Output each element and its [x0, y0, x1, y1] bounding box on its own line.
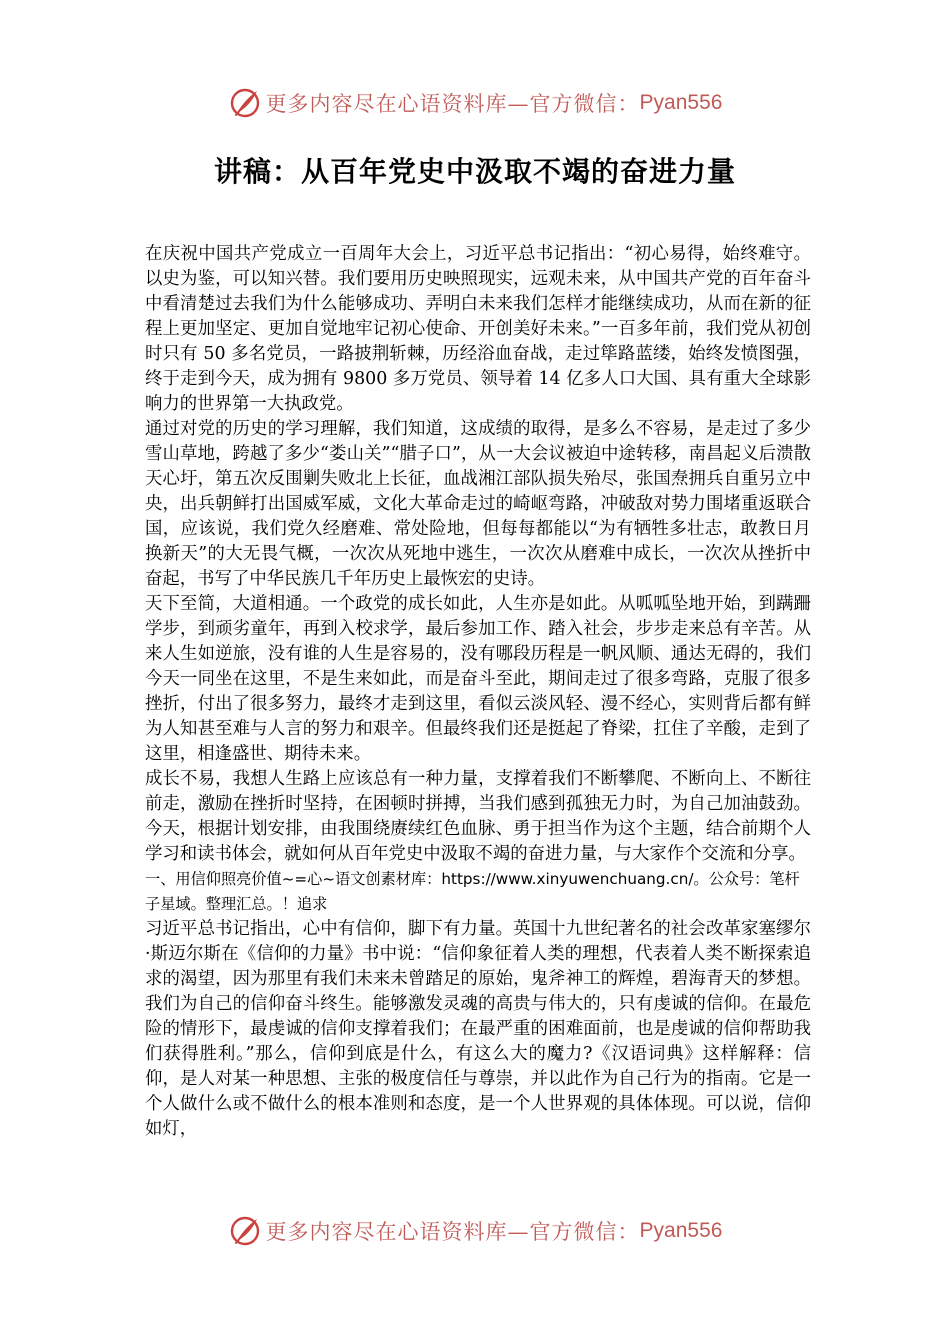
- footer-wechat-id: Pyan556: [639, 1219, 723, 1242]
- footer-banner: [0, 1208, 950, 1254]
- paragraph-3: 天下至简，大道相通。一个政党的成长如此，人生亦是如此。从呱呱坠地开始，到蹒跚学步，到顽劣童年，再到入校求学，最后参加工作、踏入社会，步步走来总有辛苦。从来人生如逆旅，没有谁的人生是容易的，没有哪段历程是一帆风顺、通达无碍的，我们今天一同坐在这里，不是生来如此，而是奋斗至此，期间走过了很多弯路，克服了很多挫折，付出了很多努力，最终才走到这里，看似云淡风轻、漫不经心，实则背后都有鲜为人知甚至难与人言的努力和艰辛。但最终我们还是挺起了脊梁，扛住了辛酸，走到了这里，相逢盛世、期待未来。: [145, 594, 811, 764]
- document-body: [145, 242, 811, 1142]
- section-heading: 一、用信仰照亮价值~=心~语文创素材库：https://www.xinyuwenchuang.cn/。公众号：笔杆子星域。整理汇总。！追求: [145, 870, 800, 913]
- header-banner: [0, 80, 950, 126]
- section-paragraph: 习近平总书记指出，心中有信仰，脚下有力量。英国十九世纪著名的社会改革家塞缪尔·斯迈尔斯在《信仰的力量》书中说：“信仰象征着人类的理想，代表着人类不断探索追求的渴望，因为那里有我们未来未曾踏足的原始，鬼斧神工的辉煌，碧海青天的梦想。我们为自己的信仰奋斗终生。能够激发灵魂的高贵与伟大的，只有虔诚的信仰。在最危险的情形下，最虔诚的信仰支撑着我们；在最严重的困难面前，也是虔诚的信仰帮助我们获得胜利。”那么，信仰到底是什么，有这么大的魔力?《汉语词典》这样解释：信仰，是人对某一种思想、主张的极度信任与尊崇，并以此作为自己行为的指南。它是一个人做什么或不做什么的根本准则和态度，是一个人世界观的具体体现。可以说，信仰如灯，: [145, 919, 811, 1139]
- header-wechat-id: Pyan556: [639, 91, 723, 114]
- footer-banner-text: 更多内容尽在心语资料库—官方微信：: [265, 1220, 640, 1244]
- document-title: 讲稿：从百年党史中汲取不竭的奋进力量: [213, 155, 736, 188]
- paragraph-1: 在庆祝中国共产党成立一百周年大会上，习近平总书记指出：“初心易得，始终难守。以史为鉴，可以知兴替。我们要用历史映照现实，远观未来，从中国共产党的百年奋斗中看清楚过去我们为什么能够成功、弄明白未来我们怎样才能继续成功，从而在新的征程上更加坚定、更加自觉地牢记初心使命、开创美好未来。”一百多年前，我们党从初创时只有 50 多名党员，一路披荆斩棘，历经浴血奋战，走过筚路蓝缕，始终发愤图强，终于走到今天，成为拥有 9800 多万党员、领导着 14 亿多人口大国、具有重大全球影响力的世界第一大执政党。: [145, 244, 811, 414]
- header-banner-text: 更多内容尽在心语资料库—官方微信：: [265, 92, 640, 116]
- paragraph-4: 成长不易，我想人生路上应该总有一种力量，支撑着我们不断攀爬、不断向上、不断往前走，激励在挫折时坚持，在困顿时拼搏，当我们感到孤独无力时，为自己加油鼓劲。今天，根据计划安排，由我围绕赓续红色血脉、勇于担当作为这个主题，结合前期个人学习和读书体会，就如何从百年党史中汲取不竭的奋进力量，与大家作个交流和分享。: [145, 769, 811, 864]
- quill-logo-icon: [228, 1214, 262, 1248]
- quill-logo-icon: [228, 86, 262, 120]
- paragraph-2: 通过对党的历史的学习理解，我们知道，这成绩的取得，是多么不容易，是走过了多少雪山草地，跨越了多少“娄山关”“腊子口”，从一大会议被迫中途转移，南昌起义后溃散天心圩，第五次反围剿失败北上长征，血战湘江部队损失殆尽，张国焘拥兵自重另立中央，出兵朝鲜打出国威军威，文化大革命走过的崎岖弯路，冲破敌对势力围堵重返联合国，应该说，我们党久经磨难、常处险地，但每每都能以“为有牺牲多壮志，敢教日月换新天”的大无畏气概，一次次从死地中逃生，一次次从磨难中成长，一次次从挫折中奋起，书写了中华民族几千年历史上最恢宏的史诗。: [145, 419, 811, 589]
